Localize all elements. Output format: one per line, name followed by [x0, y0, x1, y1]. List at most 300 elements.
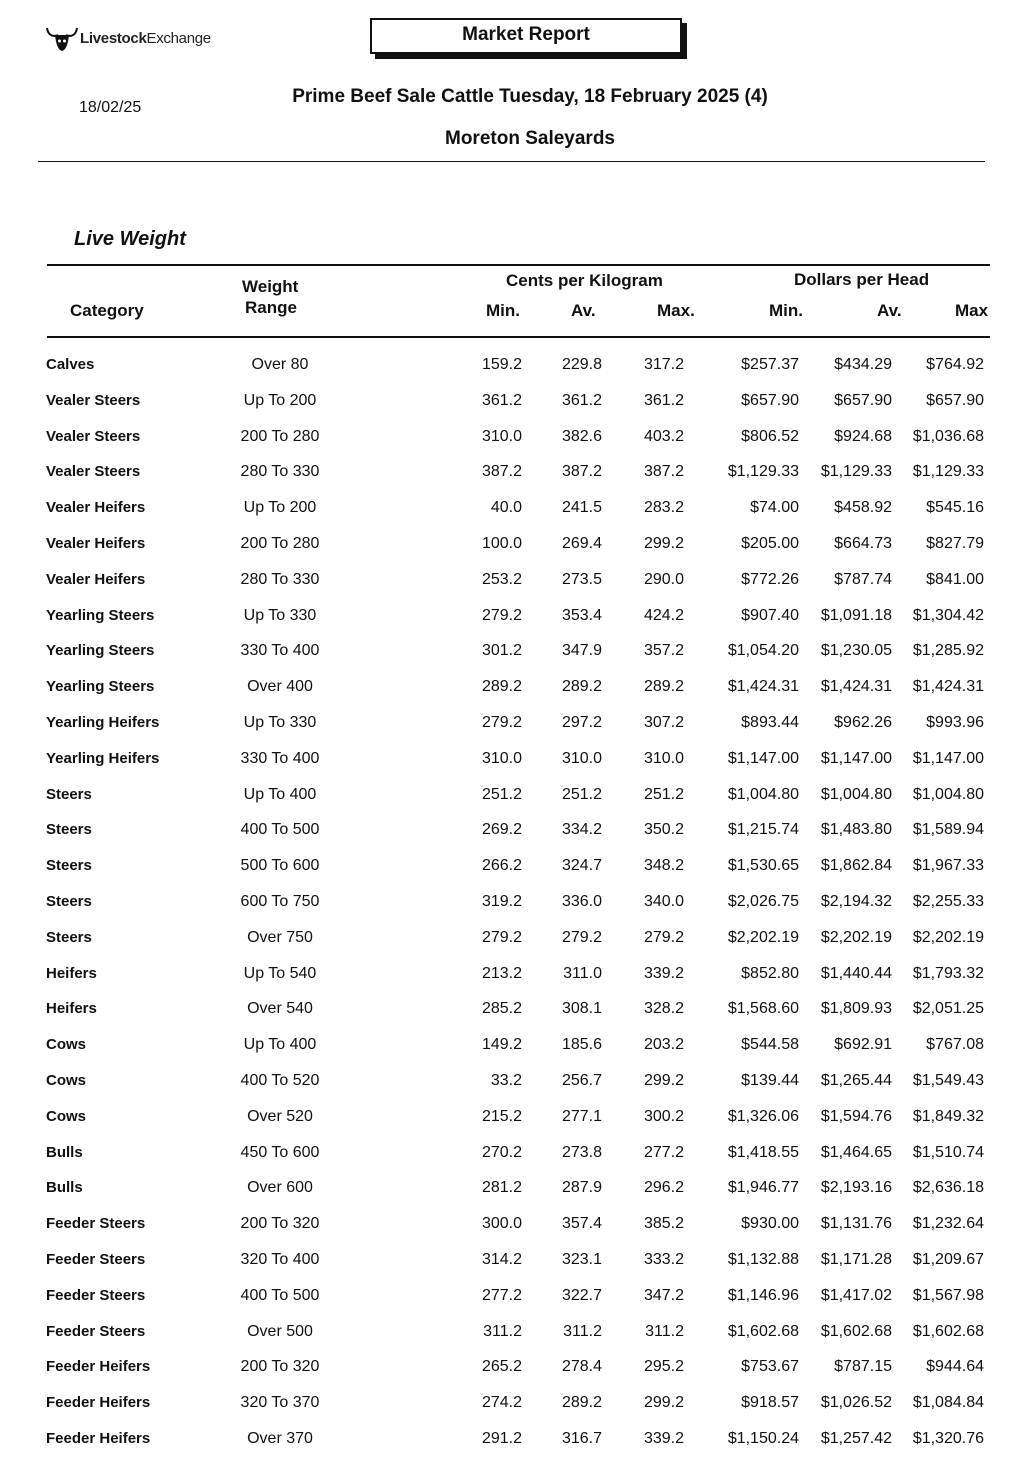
table-row	[0, 347, 1033, 383]
table-row	[0, 526, 1033, 562]
dollars-av-cell: $1,129.33	[820, 463, 892, 481]
table-row	[0, 1385, 1033, 1421]
cents-min-cell: 215.2	[481, 1107, 522, 1125]
weight-range-cell: 330 To 400	[240, 642, 320, 660]
weight-range-cell: Up To 330	[243, 713, 317, 731]
weight-range-cell: 200 To 320	[240, 1215, 320, 1233]
cents-min-cell: 269.2	[481, 821, 522, 839]
cents-av-cell: 387.2	[561, 463, 602, 481]
dollars-max-cell: $657.90	[926, 391, 984, 409]
cents-max-cell: 283.2	[643, 499, 684, 517]
table-row	[0, 1170, 1033, 1206]
cents-av-cell: 311.2	[563, 1322, 602, 1340]
weight-range-cell: Up To 200	[243, 499, 317, 517]
weight-range-cell: 200 To 320	[240, 1358, 320, 1376]
table-row	[0, 562, 1033, 598]
cents-min-cell: 270.2	[481, 1143, 522, 1161]
cents-av-cell: 310.0	[561, 749, 602, 767]
category-cell: Yearling Steers	[46, 642, 155, 660]
weight-range-cell: Up To 400	[243, 1036, 317, 1054]
cents-av-cell: 229.8	[561, 356, 602, 373]
weight-range-cell: Up To 540	[243, 964, 317, 982]
cents-max-cell: 277.2	[643, 1143, 684, 1161]
cents-av-cell: 316.7	[561, 1429, 602, 1447]
table-row	[0, 848, 1033, 884]
table-row	[0, 1206, 1033, 1242]
dollars-av-cell: $787.15	[834, 1358, 892, 1376]
dollars-min-cell: $205.00	[741, 534, 799, 552]
cents-max-cell: 403.2	[643, 427, 684, 445]
dollars-min-cell: $893.44	[741, 713, 799, 731]
cents-max-cell: 203.2	[643, 1036, 684, 1054]
venue-name: Moreton Saleyards	[445, 128, 615, 149]
dollars-min-cell: $1,530.65	[727, 857, 799, 875]
dollars-min-cell: $1,132.88	[727, 1250, 799, 1268]
cents-min-cell: 40.0	[490, 499, 522, 517]
dollars-av-cell: $1,594.76	[820, 1107, 892, 1125]
cents-av-cell: 269.4	[561, 534, 602, 552]
category-cell: Feeder Steers	[46, 1286, 146, 1304]
table-row	[0, 383, 1033, 419]
cents-max-cell: 295.2	[643, 1358, 684, 1376]
dollars-av-cell: $1,809.93	[820, 1000, 892, 1018]
cents-min-cell: 387.2	[481, 463, 522, 481]
weight-range-cell: Up To 400	[243, 785, 317, 803]
category-cell: Yearling Heifers	[46, 749, 160, 767]
dollars-max-cell: $1,849.32	[912, 1107, 984, 1125]
dollars-av-cell: $1,417.02	[820, 1286, 892, 1304]
category-cell: Vealer Steers	[46, 427, 141, 445]
cents-min-cell: 314.2	[481, 1250, 522, 1268]
cents-max-cell: 300.2	[643, 1107, 684, 1125]
cents-max-cell: 424.2	[643, 606, 684, 624]
weight-range-cell: Over 80	[251, 356, 309, 373]
cents-min-cell: 289.2	[481, 678, 522, 696]
bull-horns-icon	[44, 22, 80, 54]
dollars-av-cell: $787.74	[834, 570, 892, 588]
cents-min-cell: 149.2	[481, 1036, 522, 1054]
category-cell: Steers	[46, 785, 92, 803]
livestock-exchange-logo	[44, 22, 211, 54]
dollars-av-cell: $657.90	[834, 391, 892, 409]
category-cell: Heifers	[46, 1000, 97, 1018]
cents-max-cell: 357.2	[643, 642, 684, 660]
category-cell: Bulls	[46, 1179, 83, 1197]
weight-range-cell: 200 To 280	[240, 534, 320, 552]
dollars-av-cell: $1,131.76	[820, 1215, 892, 1233]
cents-av-cell: 308.1	[561, 1000, 602, 1018]
dollars-min-cell: $1,568.60	[727, 1000, 799, 1018]
weight-range-cell: 400 To 500	[240, 1286, 320, 1304]
table-row	[0, 669, 1033, 705]
dollars-max-cell: $545.16	[926, 499, 984, 517]
sale-title: Prime Beef Sale Cattle Tuesday, 18 February 2025 (4)	[292, 86, 768, 107]
weight-range-cell: Over 400	[247, 678, 313, 696]
dollars-min-cell: $1,147.00	[727, 749, 799, 767]
dollars-av-cell: $1,230.05	[820, 642, 892, 660]
dollars-max-cell: $944.64	[926, 1358, 984, 1376]
category-cell: Feeder Heifers	[46, 1358, 151, 1376]
dollars-av-cell: $1,424.31	[820, 678, 892, 696]
cents-min-cell: 301.2	[481, 642, 522, 660]
category-cell: Vealer Steers	[46, 391, 141, 409]
dollars-max-cell: $1,232.64	[912, 1215, 984, 1233]
category-cell: Vealer Heifers	[46, 534, 146, 552]
dollars-max-cell: $1,285.92	[912, 642, 984, 660]
weight-range-cell: 600 To 750	[240, 892, 320, 910]
category-cell: Bulls	[46, 1143, 83, 1161]
cents-max-cell: 296.2	[643, 1179, 684, 1197]
dollars-av-cell: $1,862.84	[820, 857, 892, 875]
table-row	[0, 454, 1033, 490]
cents-max-cell: 299.2	[643, 1071, 684, 1089]
cents-av-cell: 353.4	[561, 606, 602, 624]
weight-range-cell: Over 370	[247, 1429, 313, 1447]
header-divider	[38, 161, 985, 162]
dollars-min-cell: $1,054.20	[727, 642, 799, 660]
cents-min-cell: 311.2	[483, 1322, 522, 1340]
table-row	[0, 1027, 1033, 1063]
category-cell: Feeder Steers	[46, 1322, 146, 1340]
header-cents-av: Av.	[571, 301, 596, 320]
dollars-av-cell: $1,440.44	[820, 964, 892, 982]
report-title: Market Report	[370, 18, 682, 54]
table-row	[0, 1135, 1033, 1171]
category-cell: Yearling Steers	[46, 606, 155, 624]
category-cell: Feeder Heifers	[46, 1394, 151, 1412]
cents-av-cell: 277.1	[561, 1107, 602, 1125]
table-row	[0, 884, 1033, 920]
table-row	[0, 812, 1033, 848]
dollars-min-cell: $139.44	[741, 1071, 799, 1089]
cents-max-cell: 279.2	[643, 928, 684, 946]
cents-max-cell: 311.2	[645, 1322, 684, 1340]
cents-min-cell: 300.0	[481, 1215, 522, 1233]
category-cell: Cows	[46, 1107, 87, 1125]
cents-av-cell: 297.2	[561, 713, 602, 731]
dollars-av-cell: $1,026.52	[820, 1394, 892, 1412]
cents-max-cell: 290.0	[643, 570, 684, 588]
cents-min-cell: 274.2	[481, 1394, 522, 1412]
cents-max-cell: 385.2	[643, 1215, 684, 1233]
category-cell: Steers	[46, 821, 92, 839]
cents-av-cell: 347.9	[561, 642, 602, 660]
cents-min-cell: 310.0	[481, 749, 522, 767]
dollars-min-cell: $907.40	[741, 606, 799, 624]
cents-min-cell: 100.0	[481, 534, 522, 552]
dollars-min-cell: $852.80	[741, 964, 799, 982]
cents-min-cell: 253.2	[481, 570, 522, 588]
cents-av-cell: 185.6	[561, 1036, 602, 1054]
table-top-rule	[47, 264, 990, 266]
dollars-min-cell: $1,946.77	[727, 1179, 799, 1197]
weight-range-cell: Over 520	[247, 1107, 313, 1125]
section-title: Live Weight	[74, 228, 186, 250]
weight-range-cell: Up To 330	[243, 606, 317, 624]
cents-max-cell: 348.2	[643, 857, 684, 875]
cents-av-cell: 289.2	[561, 1394, 602, 1412]
dollars-min-cell: $74.00	[750, 499, 799, 517]
header-category: Category	[70, 301, 144, 320]
cents-av-cell: 289.2	[561, 678, 602, 696]
cents-av-cell: 251.2	[561, 785, 602, 803]
price-table	[0, 347, 1033, 1457]
cents-min-cell: 266.2	[481, 857, 522, 875]
weight-range-cell: 200 To 280	[240, 427, 320, 445]
table-row	[0, 705, 1033, 741]
table-row	[0, 956, 1033, 992]
dollars-max-cell: $2,202.19	[912, 928, 984, 946]
header-cents-max: Max.	[657, 301, 695, 320]
weight-range-cell: Over 500	[247, 1322, 313, 1340]
cents-av-cell: 273.5	[561, 570, 602, 588]
dollars-av-cell: $1,257.42	[820, 1429, 892, 1447]
cents-max-cell: 350.2	[643, 821, 684, 839]
header-cents-group: Cents per Kilogram	[506, 271, 663, 290]
dollars-max-cell: $1,589.94	[912, 821, 984, 839]
dollars-av-cell: $2,193.16	[820, 1179, 892, 1197]
category-cell: Yearling Heifers	[46, 713, 160, 731]
cents-av-cell: 361.2	[561, 391, 602, 409]
cents-max-cell: 299.2	[643, 1394, 684, 1412]
category-cell: Calves	[46, 356, 95, 373]
cents-max-cell: 387.2	[643, 463, 684, 481]
dollars-min-cell: $1,424.31	[727, 678, 799, 696]
category-cell: Feeder Heifers	[46, 1429, 151, 1447]
dollars-min-cell: $1,146.96	[727, 1286, 799, 1304]
cents-min-cell: 159.2	[481, 356, 522, 373]
dollars-av-cell: $1,171.28	[820, 1250, 892, 1268]
dollars-min-cell: $1,215.74	[727, 821, 799, 839]
cents-max-cell: 317.2	[643, 356, 684, 373]
dollars-max-cell: $841.00	[926, 570, 984, 588]
dollars-min-cell: $657.90	[741, 391, 799, 409]
cents-max-cell: 328.2	[643, 1000, 684, 1018]
cents-max-cell: 340.0	[643, 892, 684, 910]
table-row	[0, 991, 1033, 1027]
cents-av-cell: 382.6	[561, 427, 602, 445]
cents-av-cell: 324.7	[561, 857, 602, 875]
dollars-min-cell: $753.67	[741, 1358, 799, 1376]
dollars-min-cell: $2,202.19	[727, 928, 799, 946]
cents-min-cell: 279.2	[481, 713, 522, 731]
cents-min-cell: 285.2	[481, 1000, 522, 1018]
table-row	[0, 598, 1033, 634]
dollars-max-cell: $764.92	[926, 356, 984, 373]
weight-range-cell: 400 To 520	[240, 1071, 320, 1089]
weight-range-cell: 320 To 370	[240, 1394, 320, 1412]
dollars-max-cell: $827.79	[926, 534, 984, 552]
weight-range-cell: Over 600	[247, 1179, 313, 1197]
dollars-av-cell: $1,004.80	[820, 785, 892, 803]
dollars-av-cell: $1,091.18	[820, 606, 892, 624]
cents-min-cell: 251.2	[481, 785, 522, 803]
dollars-max-cell: $1,304.42	[912, 606, 984, 624]
cents-av-cell: 279.2	[561, 928, 602, 946]
cents-max-cell: 339.2	[643, 1429, 684, 1447]
dollars-av-cell: $1,147.00	[820, 749, 892, 767]
dollars-max-cell: $2,051.25	[912, 1000, 984, 1018]
category-cell: Steers	[46, 857, 92, 875]
category-cell: Steers	[46, 892, 92, 910]
cents-av-cell: 311.0	[563, 964, 602, 982]
dollars-av-cell: $664.73	[834, 534, 892, 552]
table-row	[0, 633, 1033, 669]
category-cell: Cows	[46, 1071, 87, 1089]
cents-min-cell: 281.2	[481, 1179, 522, 1197]
table-row	[0, 1063, 1033, 1099]
dollars-max-cell: $1,129.33	[912, 463, 984, 481]
cents-min-cell: 319.2	[481, 892, 522, 910]
weight-range-cell: Over 750	[247, 928, 313, 946]
cents-max-cell: 289.2	[643, 678, 684, 696]
dollars-av-cell: $924.68	[834, 427, 892, 445]
cents-av-cell: 323.1	[561, 1250, 602, 1268]
dollars-av-cell: $1,602.68	[820, 1322, 892, 1340]
cents-min-cell: 33.2	[490, 1071, 522, 1089]
header-dollars-min: Min.	[769, 301, 803, 320]
category-cell: Vealer Heifers	[46, 570, 146, 588]
table-row	[0, 1242, 1033, 1278]
weight-range-cell: 280 To 330	[240, 463, 320, 481]
dollars-min-cell: $930.00	[741, 1215, 799, 1233]
cents-max-cell: 299.2	[643, 534, 684, 552]
category-cell: Feeder Steers	[46, 1215, 146, 1233]
table-row	[0, 920, 1033, 956]
cents-max-cell: 347.2	[643, 1286, 684, 1304]
brand-name: LivestockExchange	[80, 29, 211, 47]
category-cell: Heifers	[46, 964, 97, 982]
dollars-max-cell: $2,255.33	[912, 892, 984, 910]
table-header-rule	[47, 336, 990, 338]
table-row	[0, 1349, 1033, 1385]
table-row	[0, 741, 1033, 777]
table-row	[0, 1278, 1033, 1314]
dollars-av-cell: $434.29	[834, 356, 892, 373]
weight-range-cell: Over 540	[247, 1000, 313, 1018]
cents-max-cell: 310.0	[643, 749, 684, 767]
dollars-min-cell: $1,150.24	[727, 1429, 799, 1447]
category-cell: Cows	[46, 1036, 87, 1054]
dollars-max-cell: $2,636.18	[912, 1179, 984, 1197]
dollars-max-cell: $1,147.00	[912, 749, 984, 767]
dollars-min-cell: $257.37	[741, 356, 799, 373]
cents-av-cell: 336.0	[561, 892, 602, 910]
weight-range-cell: 330 To 400	[240, 749, 320, 767]
dollars-min-cell: $2,026.75	[727, 892, 799, 910]
header-weight-line1: Weight	[242, 277, 299, 296]
cents-av-cell: 334.2	[561, 821, 602, 839]
cents-av-cell: 256.7	[561, 1071, 602, 1089]
header-dollars-av: Av.	[877, 301, 902, 320]
report-date: 18/02/25	[79, 99, 142, 116]
cents-min-cell: 213.2	[481, 964, 522, 982]
cents-max-cell: 307.2	[643, 713, 684, 731]
cents-av-cell: 273.8	[561, 1143, 602, 1161]
dollars-max-cell: $1,793.32	[912, 964, 984, 982]
dollars-min-cell: $1,418.55	[727, 1143, 799, 1161]
cents-av-cell: 322.7	[561, 1286, 602, 1304]
category-cell: Steers	[46, 928, 92, 946]
dollars-max-cell: $1,567.98	[912, 1286, 984, 1304]
dollars-av-cell: $2,202.19	[820, 928, 892, 946]
table-row	[0, 1099, 1033, 1135]
dollars-max-cell: $1,602.68	[912, 1322, 984, 1340]
cents-av-cell: 241.5	[561, 499, 602, 517]
cents-max-cell: 339.2	[643, 964, 684, 982]
cents-min-cell: 277.2	[481, 1286, 522, 1304]
dollars-max-cell: $1,084.84	[912, 1394, 984, 1412]
category-cell: Vealer Heifers	[46, 499, 146, 517]
cents-max-cell: 251.2	[643, 785, 684, 803]
table-row	[0, 1421, 1033, 1457]
table-row	[0, 419, 1033, 455]
dollars-max-cell: $1,510.74	[912, 1143, 984, 1161]
cents-min-cell: 310.0	[481, 427, 522, 445]
cents-av-cell: 357.4	[561, 1215, 602, 1233]
dollars-av-cell: $1,483.80	[820, 821, 892, 839]
cents-av-cell: 287.9	[561, 1179, 602, 1197]
dollars-av-cell: $1,265.44	[820, 1071, 892, 1089]
dollars-max-cell: $1,320.76	[912, 1429, 984, 1447]
weight-range-cell: 450 To 600	[240, 1143, 320, 1161]
cents-min-cell: 361.2	[481, 391, 522, 409]
dollars-max-cell: $1,209.67	[912, 1250, 984, 1268]
cents-min-cell: 279.2	[481, 606, 522, 624]
dollars-av-cell: $962.26	[834, 713, 892, 731]
dollars-min-cell: $1,004.80	[727, 785, 799, 803]
weight-range-cell: Up To 200	[243, 391, 317, 409]
header-cents-min: Min.	[486, 301, 520, 320]
dollars-av-cell: $692.91	[834, 1036, 892, 1054]
dollars-max-cell: $767.08	[926, 1036, 984, 1054]
dollars-min-cell: $806.52	[741, 427, 799, 445]
dollars-min-cell: $1,129.33	[727, 463, 799, 481]
weight-range-cell: 500 To 600	[240, 857, 320, 875]
cents-min-cell: 291.2	[481, 1429, 522, 1447]
cents-min-cell: 279.2	[481, 928, 522, 946]
dollars-max-cell: $1,004.80	[912, 785, 984, 803]
dollars-av-cell: $2,194.32	[820, 892, 892, 910]
dollars-av-cell: $1,464.65	[820, 1143, 892, 1161]
table-row	[0, 777, 1033, 813]
cents-av-cell: 278.4	[561, 1358, 602, 1376]
dollars-min-cell: $1,602.68	[727, 1322, 799, 1340]
weight-range-cell: 320 To 400	[240, 1250, 320, 1268]
dollars-max-cell: $1,967.33	[912, 857, 984, 875]
dollars-av-cell: $458.92	[834, 499, 892, 517]
dollars-min-cell: $918.57	[741, 1394, 799, 1412]
cents-min-cell: 265.2	[481, 1358, 522, 1376]
dollars-min-cell: $1,326.06	[727, 1107, 799, 1125]
dollars-max-cell: $1,036.68	[912, 427, 984, 445]
weight-range-cell: 280 To 330	[240, 570, 320, 588]
header-weight-line2: Range	[245, 298, 297, 317]
table-row	[0, 1314, 1033, 1350]
dollars-max-cell: $993.96	[926, 713, 984, 731]
dollars-max-cell: $1,549.43	[912, 1071, 984, 1089]
cents-max-cell: 333.2	[643, 1250, 684, 1268]
weight-range-cell: 400 To 500	[240, 821, 320, 839]
dollars-max-cell: $1,424.31	[912, 678, 984, 696]
category-cell: Yearling Steers	[46, 678, 155, 696]
dollars-min-cell: $544.58	[741, 1036, 799, 1054]
table-row	[0, 490, 1033, 526]
header-dollars-group: Dollars per Head	[794, 270, 930, 289]
category-cell: Vealer Steers	[46, 463, 141, 481]
dollars-min-cell: $772.26	[741, 570, 799, 588]
cents-max-cell: 361.2	[643, 391, 684, 409]
